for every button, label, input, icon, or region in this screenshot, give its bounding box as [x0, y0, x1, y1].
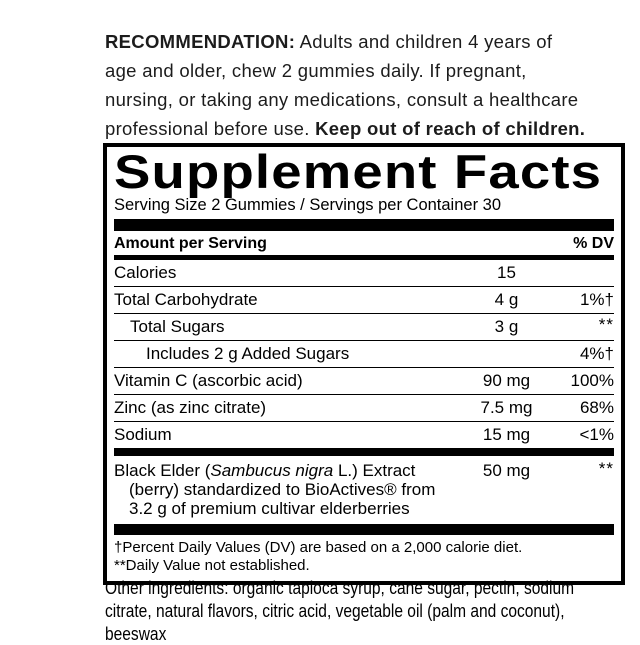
botanical-name-line: (berry) standardized to BioActives® from [129, 480, 436, 499]
panel-title: Supplement Facts [114, 145, 603, 198]
nutrient-row-calories [114, 260, 614, 287]
nutrient-dv: ** [598, 315, 614, 334]
recommendation-text: Adults and children 4 years of [295, 31, 553, 52]
column-header-row [114, 231, 614, 255]
other-ingredients-line: citrate, natural flavors, citric acid, vegetable oil (palm and coconut), [105, 600, 565, 621]
recommendation-paragraph [105, 27, 585, 143]
nutrient-dv: 68% [579, 398, 614, 417]
nutrient-name: Calories [114, 263, 177, 282]
nutrient-amount: 15 mg [482, 425, 531, 444]
botanical-row-black-elder [114, 456, 614, 524]
recommendation-heading: RECOMMENDATION: [105, 31, 296, 52]
other-ingredients-line: beeswax [105, 623, 167, 644]
nutrient-amount: 90 mg [482, 371, 531, 390]
botanical-name-line [114, 461, 459, 480]
other-ingredients-line: Other ingredients: organic tapioca syrup, cane sugar, pectin, sodium [105, 577, 575, 598]
nutrient-amount: 4 g [494, 290, 519, 309]
nutrient-dv: <1% [579, 425, 614, 444]
nutrient-row-sodium [114, 422, 614, 448]
recommendation-line: nursing, or taking any medications, consult a healthcare [105, 89, 579, 110]
nutrient-name: Includes 2 g Added Sugars [146, 344, 350, 363]
nutrient-amount: 3 g [494, 317, 519, 336]
nutrient-dv: ** [598, 459, 614, 478]
recommendation-text: professional before use. [105, 118, 316, 139]
nutrient-amount: 15 [497, 263, 516, 282]
not-established-footnote: **Daily Value not established. [114, 557, 310, 574]
recommendation-line [105, 27, 585, 56]
thick-divider [114, 448, 614, 456]
nutrient-dv: 4%† [579, 344, 614, 363]
nutrient-row-total-sugars [114, 314, 614, 341]
serving-info: Serving Size 2 Gummies / Servings per Container 30 [114, 196, 502, 214]
recommendation-line: age and older, chew 2 gummies daily. If pregnant, [105, 60, 527, 81]
recommendation-line [105, 114, 585, 143]
botanical-name-line: 3.2 g of premium cultivar elderberries [129, 499, 410, 518]
botanical-name-text: L.) Extract [333, 461, 416, 480]
nutrient-name: Total Carbohydrate [114, 290, 258, 309]
nutrient-row-added-sugars [114, 341, 614, 368]
nutrient-name: Vitamin C (ascorbic acid) [114, 371, 303, 390]
botanical-name-text: Black Elder ( [114, 461, 211, 480]
supplement-facts-panel [103, 143, 625, 585]
keep-out-of-reach-warning: Keep out of reach of children. [315, 118, 586, 139]
nutrient-name: Total Sugars [130, 317, 225, 336]
other-ingredients-paragraph [105, 576, 574, 645]
thick-divider [114, 524, 614, 535]
footnotes [114, 535, 614, 577]
percent-dv-header: % DV [573, 235, 614, 252]
nutrient-dv: 100% [570, 371, 614, 390]
daily-value-footnote: †Percent Daily Values (DV) are based on a 2,000 calorie diet. [114, 539, 523, 556]
nutrient-amount: 50 mg [482, 461, 531, 480]
nutrient-dv: 1%† [579, 290, 614, 309]
nutrient-row-total-carbohydrate [114, 287, 614, 314]
botanical-latin-name: Sambucus nigra [210, 461, 334, 480]
nutrient-name [114, 461, 459, 518]
nutrient-amount: 7.5 mg [480, 398, 533, 417]
amount-per-serving-header: Amount per Serving [114, 235, 267, 252]
nutrient-name: Zinc (as zinc citrate) [114, 398, 267, 417]
thick-divider [114, 219, 614, 231]
nutrient-table [114, 260, 614, 448]
nutrient-name: Sodium [114, 425, 172, 444]
nutrient-row-zinc [114, 395, 614, 422]
nutrient-row-vitamin-c [114, 368, 614, 395]
